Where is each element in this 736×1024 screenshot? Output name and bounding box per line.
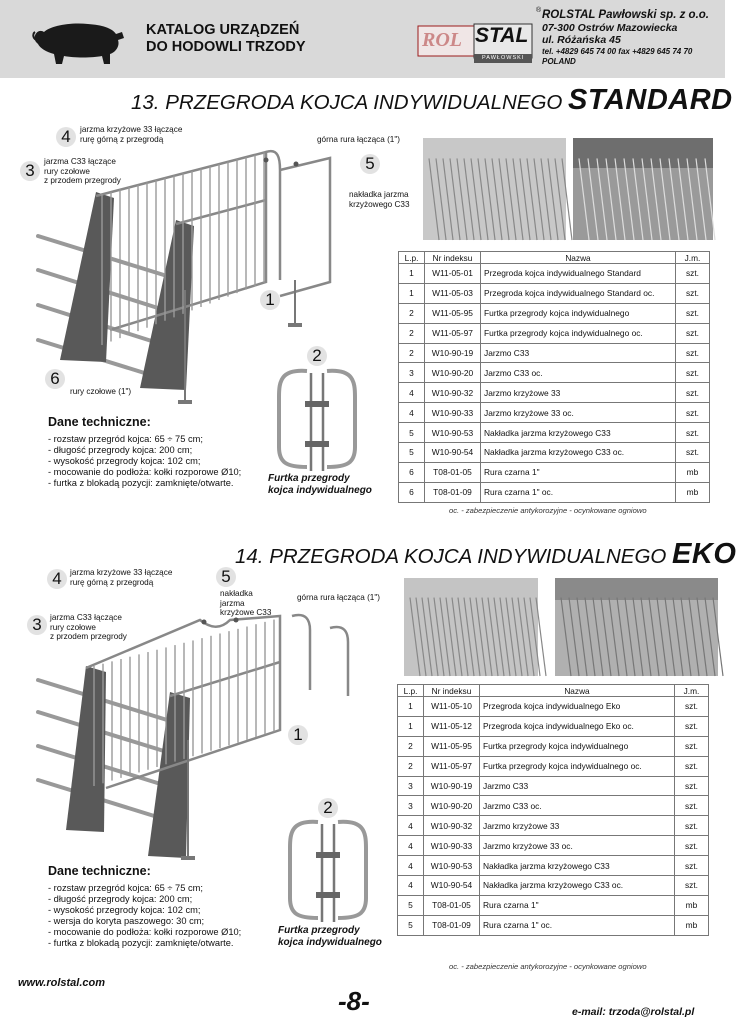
row-index: W11-05-97 [425, 323, 481, 343]
row-index: W10-90-54 [425, 443, 481, 463]
company-address-1: 07-300 Ostrów Mazowiecka [542, 21, 678, 34]
row-lp: 3 [398, 776, 424, 796]
row-index: W11-05-95 [425, 303, 481, 323]
callout-5-text-eko: nakładka jarzma krzyżowe C33 [220, 589, 272, 617]
row-unit: szt. [676, 443, 710, 463]
row-name: Furtka przegrody kojca indywidualnego [480, 736, 675, 756]
registered-mark: ® [536, 7, 542, 14]
callout-1-number-eko: 1 [288, 725, 308, 745]
row-unit: szt. [676, 343, 710, 363]
photo-eko-2 [555, 578, 718, 676]
row-unit: szt. [676, 423, 710, 443]
row-index: W10-90-32 [425, 383, 481, 403]
row-unit: szt. [676, 403, 710, 423]
table-row [399, 283, 710, 303]
table-row [399, 423, 710, 443]
row-name: Rura czarna 1" oc. [480, 915, 675, 935]
table-row [399, 403, 710, 423]
row-lp: 2 [399, 323, 425, 343]
row-unit: szt. [675, 856, 709, 876]
page-number: -8- [338, 986, 370, 1016]
callout-5-number-eko: 5 [216, 567, 236, 587]
row-unit: szt. [676, 264, 710, 284]
table-row [398, 796, 709, 816]
callout-6-text: rury czołowe (1") [70, 387, 132, 396]
row-lp: 4 [399, 403, 425, 423]
row-index: W10-90-20 [424, 796, 480, 816]
row-name: Jarzmo krzyżowe 33 oc. [480, 836, 675, 856]
row-lp: 2 [398, 736, 424, 756]
row-index: W11-05-95 [424, 736, 480, 756]
row-lp: 4 [399, 383, 425, 403]
table-row [398, 915, 709, 935]
photo-eko-1 [404, 578, 538, 676]
row-index: W11-05-97 [424, 756, 480, 776]
row-name: Przegroda kojca indywidualnego Eko oc. [480, 716, 675, 736]
callout-2-number: 2 [307, 346, 327, 366]
row-index: W10-90-33 [424, 836, 480, 856]
section-13-title: 13. PRZEGRODA KOJCA INDYWIDUALNEGO STANDARD [131, 84, 733, 116]
company-country: POLAND [542, 56, 576, 66]
callout-4-text: jarzma krzyżowe 33 łączące rurę górną z przegrodą [80, 125, 183, 144]
row-lp: 4 [398, 836, 424, 856]
table-row [398, 836, 709, 856]
row-name: Nakładka jarzma krzyżowego C33 [480, 856, 675, 876]
callout-3-text-eko: jarzma C33 łączące rury czołowe z przodem przegrody [50, 613, 127, 641]
row-name: Jarzmo C33 oc. [481, 363, 676, 383]
table-row [399, 443, 710, 463]
callout-4-number-eko: 4 [47, 569, 67, 589]
row-index: W10-90-33 [425, 403, 481, 423]
row-name: Nakładka jarzma krzyżowego C33 oc. [480, 876, 675, 896]
row-lp: 3 [399, 363, 425, 383]
gate-drawing-14 [286, 818, 371, 923]
row-lp: 1 [398, 697, 424, 717]
email-link[interactable]: e-mail: trzoda@rolstal.pl [572, 1006, 695, 1018]
callout-5-number: 5 [360, 154, 380, 174]
row-name: Furtka przegrody kojca indywidualnego [481, 303, 676, 323]
table-row [398, 895, 709, 915]
table-row [399, 383, 710, 403]
gate-label-14: Furtka przegrody kojca indywidualnego [278, 925, 382, 948]
row-unit: mb [676, 462, 710, 482]
row-index: W10-90-54 [424, 876, 480, 896]
col-name: Nazwa [481, 252, 676, 264]
row-lp: 3 [398, 796, 424, 816]
table-row [398, 776, 709, 796]
logo-text-sub: PAWŁOWSKI [482, 55, 525, 61]
logo-text-stal: STAL [475, 24, 529, 47]
pig-logo-icon [30, 18, 126, 68]
col-unit: J.m. [675, 685, 709, 697]
row-lp: 1 [398, 716, 424, 736]
website-link[interactable]: www.rolstal.com [18, 977, 106, 989]
table-row [398, 856, 709, 876]
callout-4-text-eko: jarzma krzyżowe 33 łączące rurę górną z przegrodą [70, 568, 173, 587]
row-index: W10-90-20 [425, 363, 481, 383]
section-14-title: 14. PRZEGRODA KOJCA INDYWIDUALNEGO EKO [235, 538, 736, 570]
row-unit: mb [675, 915, 709, 935]
row-name: Jarzmo krzyżowe 33 [480, 816, 675, 836]
row-lp: 2 [399, 343, 425, 363]
row-index: W10-90-53 [424, 856, 480, 876]
company-phone: tel. +4829 645 74 00 fax +4829 645 74 70 [542, 46, 693, 56]
table-row [399, 462, 710, 482]
photo-standard-1 [423, 138, 566, 240]
row-index: W10-90-32 [424, 816, 480, 836]
row-index: T08-01-05 [424, 895, 480, 915]
col-index: Nr indeksu [424, 685, 480, 697]
callout-3-number-eko: 3 [27, 615, 47, 635]
spec-title-13: Dane techniczne: [48, 415, 151, 429]
row-lp: 1 [399, 283, 425, 303]
note-13: oc. - zabezpieczenie antykorozyjne - ocynkowane ogniowo [449, 506, 647, 515]
row-index: W11-05-12 [424, 716, 480, 736]
row-name: Rura czarna 1" [481, 462, 676, 482]
table-row [398, 756, 709, 776]
row-unit: szt. [675, 836, 709, 856]
table-row [399, 363, 710, 383]
row-lp: 5 [398, 915, 424, 935]
callout-3-number: 3 [20, 161, 40, 181]
row-index: T08-01-09 [424, 915, 480, 935]
row-name: Przegroda kojca indywidualnego Eko [480, 697, 675, 717]
row-lp: 5 [399, 423, 425, 443]
row-lp: 4 [398, 876, 424, 896]
callout-5-text: nakładka jarzma krzyżowego C33 [349, 190, 410, 209]
col-lp: L.p. [399, 252, 425, 264]
row-unit: szt. [676, 323, 710, 343]
row-unit: szt. [675, 716, 709, 736]
callout-1-number: 1 [260, 290, 280, 310]
row-unit: szt. [676, 283, 710, 303]
row-name: Rura czarna 1" [480, 895, 675, 915]
row-name: Jarzmo krzyżowe 33 oc. [481, 403, 676, 423]
row-name: Jarzmo C33 [481, 343, 676, 363]
row-name: Jarzmo krzyżowe 33 [481, 383, 676, 403]
parts-table-13 [398, 251, 710, 503]
row-unit: szt. [675, 697, 709, 717]
row-index: W10-90-19 [424, 776, 480, 796]
company-address-2: ul. Różańska 45 [542, 34, 621, 46]
row-unit: szt. [676, 303, 710, 323]
table-row [399, 323, 710, 343]
row-name: Przegroda kojca indywidualnego Standard [481, 264, 676, 284]
spec-list-13: - rozstaw przegród kojca: 65 ÷ 75 cm; - długość przegrody kojca: 200 cm; - wysokość przegrody kojca: 102 cm; - mocowanie do podłoża: kołki rozporowe Ø10; - furtka z blokadą pozycji: zamknięte/otwarte. [48, 434, 242, 488]
table-row [399, 264, 710, 284]
callout-3-text: jarzma C33 łączące rury czołowe z przodem przegrody [44, 157, 121, 185]
col-index: Nr indeksu [425, 252, 481, 264]
row-name: Przegroda kojca indywidualnego Standard oc. [481, 283, 676, 303]
row-name: Nakładka jarzma krzyżowego C33 [481, 423, 676, 443]
table-row [399, 303, 710, 323]
row-name: Rura czarna 1" oc. [481, 482, 676, 502]
row-index: W11-05-01 [425, 264, 481, 284]
row-name: Furtka przegrody kojca indywidualnego oc. [481, 323, 676, 343]
callout-top-pipe-text-eko: górna rura łącząca (1") [297, 593, 380, 602]
row-index: W10-90-19 [425, 343, 481, 363]
company-name: ROLSTAL Pawłowski sp. z o.o. [542, 9, 709, 21]
callout-4-number: 4 [56, 127, 76, 147]
table-row [398, 876, 709, 896]
row-unit: szt. [676, 383, 710, 403]
table-row [399, 482, 710, 502]
callout-top-pipe-text: górna rura łącząca (1") [317, 135, 400, 144]
row-index: T08-01-09 [425, 482, 481, 502]
row-lp: 6 [399, 462, 425, 482]
table-row [398, 716, 709, 736]
photo-standard-2 [573, 138, 713, 240]
note-14: oc. - zabezpieczenie antykorozyjne - ocynkowane ogniowo [449, 962, 647, 971]
row-unit: mb [676, 482, 710, 502]
row-lp: 4 [398, 856, 424, 876]
row-name: Jarzmo C33 oc. [480, 796, 675, 816]
col-name: Nazwa [480, 685, 675, 697]
spec-title-14: Dane techniczne: [48, 864, 151, 878]
col-unit: J.m. [676, 252, 710, 264]
row-unit: szt. [675, 816, 709, 836]
row-unit: szt. [675, 756, 709, 776]
gate-drawing-13 [275, 367, 360, 472]
row-index: T08-01-05 [425, 462, 481, 482]
callout-6-number: 6 [45, 369, 65, 389]
table-row [398, 736, 709, 756]
row-unit: mb [675, 895, 709, 915]
company-info [542, 9, 709, 67]
row-lp: 2 [399, 303, 425, 323]
row-name: Nakładka jarzma krzyżowego C33 oc. [481, 443, 676, 463]
row-name: Jarzmo C33 [480, 776, 675, 796]
row-lp: 5 [398, 895, 424, 915]
row-lp: 2 [398, 756, 424, 776]
table-row [399, 343, 710, 363]
row-lp: 1 [399, 264, 425, 284]
callout-2-number-eko: 2 [318, 798, 338, 818]
row-lp: 6 [399, 482, 425, 502]
row-index: W10-90-53 [425, 423, 481, 443]
spec-list-14: - rozstaw przegród kojca: 65 ÷ 75 cm; - długość przegrody kojca: 200 cm; - wysokość przegrody kojca: 102 cm; - wersja do koryta paszowego: 30 cm; - mocowanie do podłoża: kołki rozporowe Ø10; - furtka z blokadą pozycji: zamknięte/otwarte. [48, 883, 242, 948]
gate-label-13: Furtka przegrody kojca indywidualnego [268, 473, 372, 496]
row-index: W11-05-03 [425, 283, 481, 303]
catalog-title: KATALOG URZĄDZEŃ DO HODOWLI TRZODY [146, 22, 306, 55]
col-lp: L.p. [398, 685, 424, 697]
row-lp: 5 [399, 443, 425, 463]
logo-text-rol: ROL [422, 29, 462, 51]
row-name: Furtka przegrody kojca indywidualnego oc. [480, 756, 675, 776]
table-row [398, 697, 709, 717]
row-unit: szt. [676, 363, 710, 383]
row-lp: 4 [398, 816, 424, 836]
row-unit: szt. [675, 776, 709, 796]
row-unit: szt. [675, 796, 709, 816]
row-index: W11-05-10 [424, 697, 480, 717]
row-unit: szt. [675, 876, 709, 896]
parts-table-14 [397, 684, 709, 936]
row-unit: szt. [675, 736, 709, 756]
table-row [398, 816, 709, 836]
